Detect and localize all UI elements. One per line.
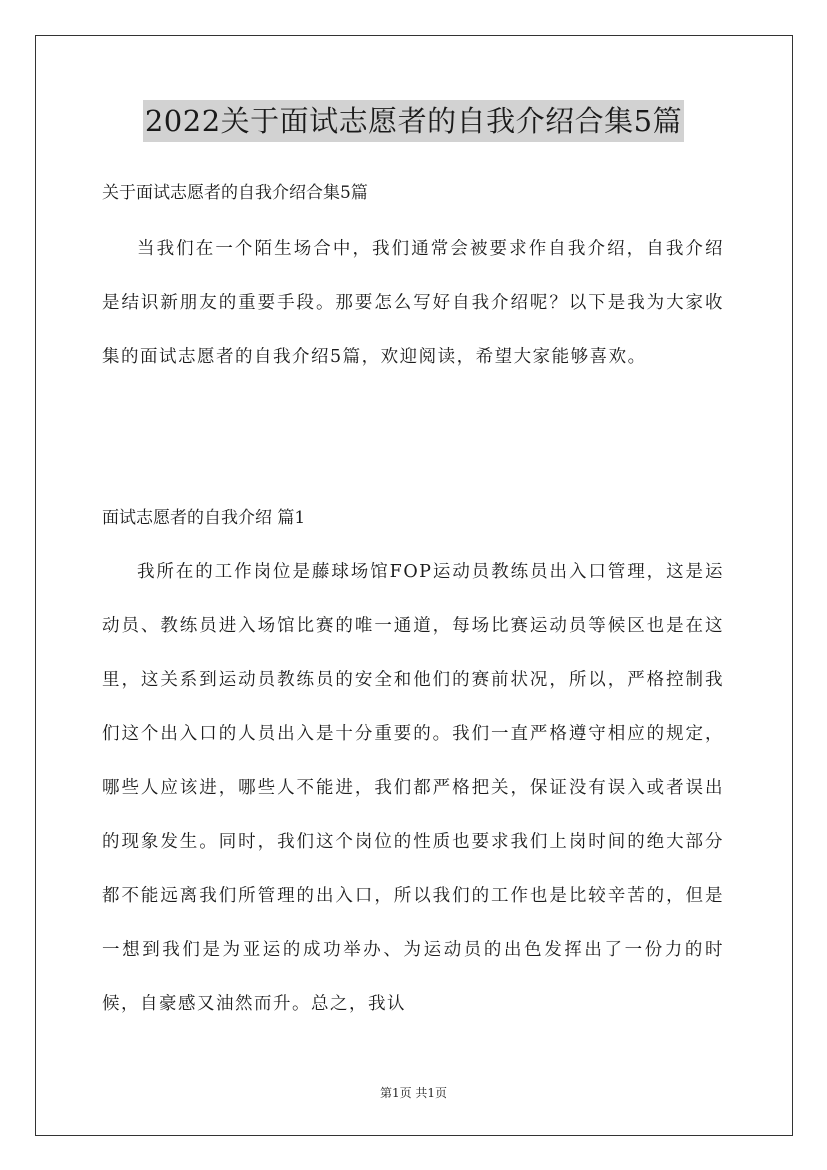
title-container [0, 100, 827, 142]
section-heading: 面试志愿者的自我介绍 篇1 [102, 508, 306, 528]
document-title: 2022关于面试志愿者的自我介绍合集5篇 [143, 100, 684, 142]
intro-paragraph: 当我们在一个陌生场合中，我们通常会被要求作自我介绍，自我介绍是结识新朋友的重要手段。那要怎么写好自我介绍呢？以下是我为大家收集的面试志愿者的自我介绍5篇，欢迎阅读，希望大家能够喜欢。 [102, 239, 724, 367]
section-body-paragraph: 我所在的工作岗位是藤球场馆FOP运动员教练员出入口管理，这是运动员、教练员进入场馆比赛的唯一通道，每场比赛运动员等候区也是在这里，这关系到运动员教练员的安全和他们的赛前状况，所以，严格控制我们这个出入口的人员出入是十分重要的。我们一直严格遵守相应的规定，哪些人应该进，哪些人不能进，我们都严格把关，保证没有误入或者误出的现象发生。同时，我们这个岗位的性质也要求我们上岗时间的绝大部分都不能远离我们所管理的出入口，所以我们的工作也是比较辛苦的，但是一想到我们是为亚运的成功举办、为运动员的出色发挥出了一份力的时候，自豪感又油然而升。总之，我认 [102, 562, 724, 1014]
page-footer: 第1页 共1页 [379, 1086, 448, 1100]
document-subtitle: 关于面试志愿者的自我介绍合集5篇 [102, 183, 368, 203]
